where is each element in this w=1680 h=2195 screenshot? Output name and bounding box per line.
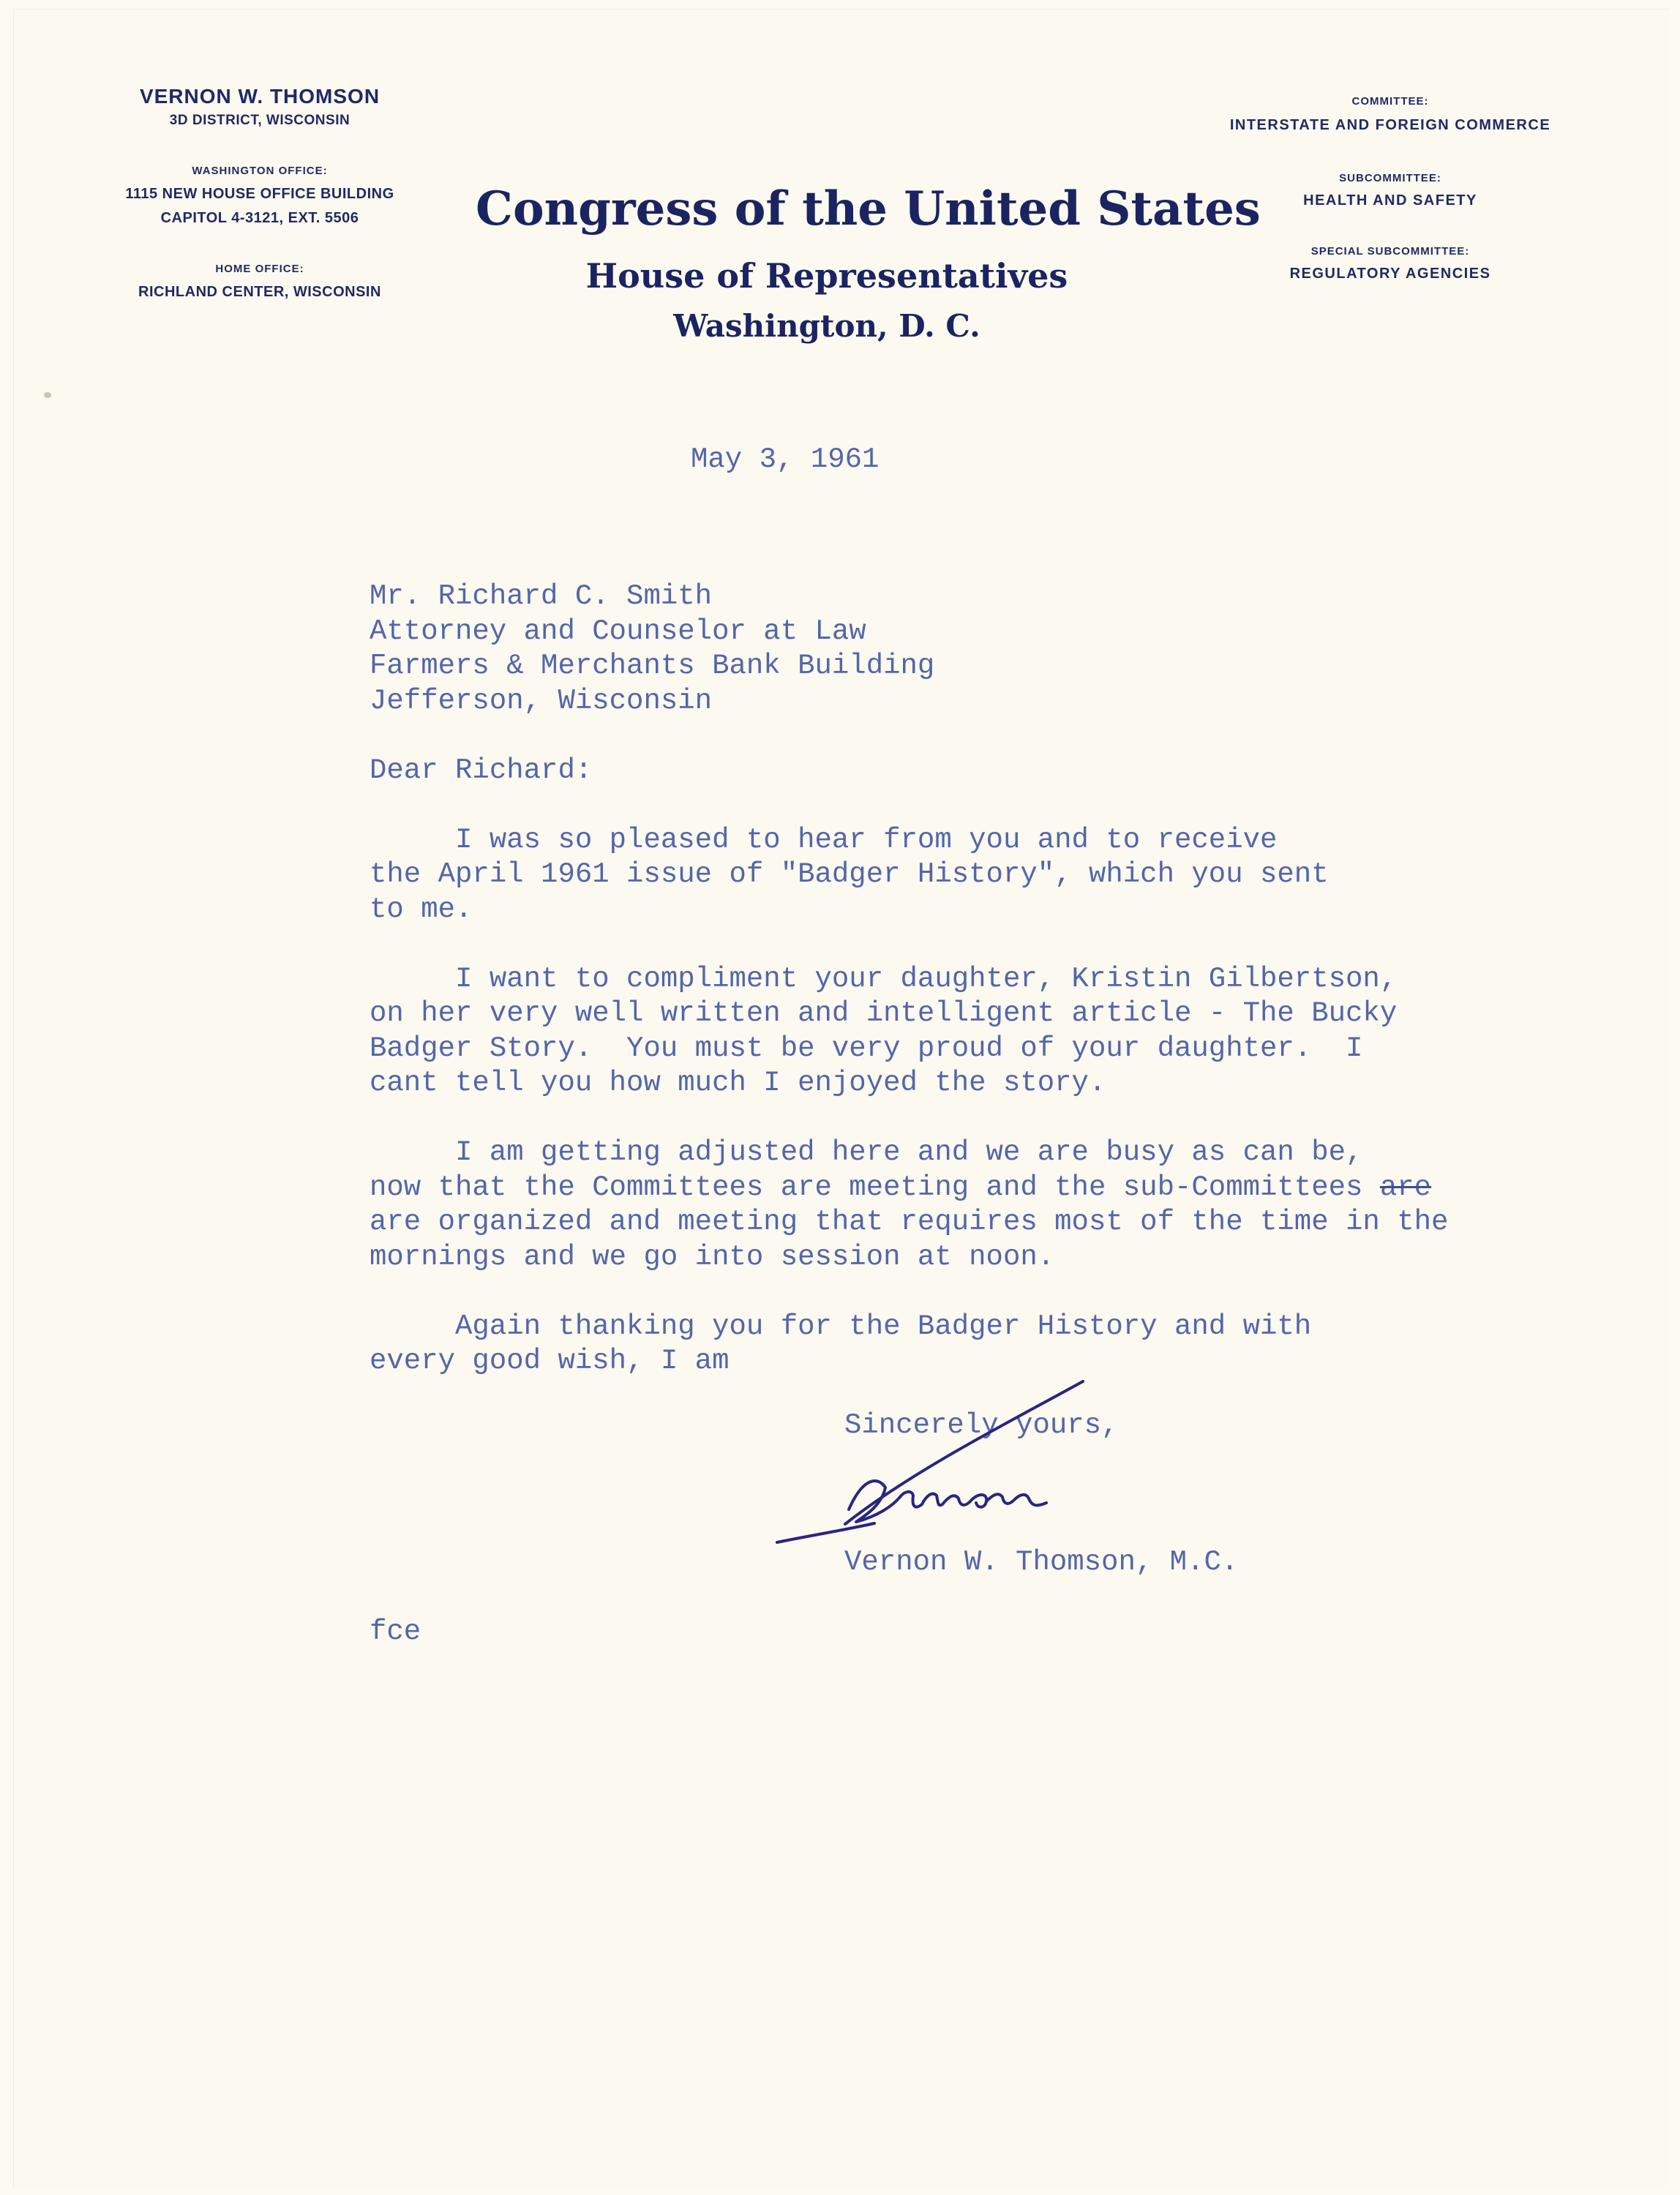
special-subcommittee-name: REGULATORY AGENCIES <box>1289 266 1491 282</box>
subcommittee-name: HEALTH AND SAFETY <box>1303 192 1477 209</box>
paragraph-2-line: on her very well written and intelligent article - The Bucky <box>370 997 1398 1029</box>
committee-name: INTERSTATE AND FOREIGN COMMERCE <box>1229 117 1551 133</box>
typed-signature-name: Vernon W. Thomson, M.C. <box>844 1546 1239 1578</box>
paragraph-4-line: every good wish, I am <box>370 1345 730 1377</box>
washington-office-address: 1115 NEW HOUSE OFFICE BUILDING <box>125 186 394 202</box>
closing: Sincerely yours, <box>844 1409 1119 1441</box>
recipient-line: Attorney and Counselor at Law <box>370 615 866 648</box>
washington-office-caption: WASHINGTON OFFICE: <box>192 165 328 177</box>
recipient-line: Jefferson, Wisconsin <box>370 685 713 717</box>
salutation: Dear Richard: <box>370 754 593 787</box>
letterhead-city: Washington, D. C. <box>673 308 980 344</box>
handwritten-signature <box>776 1367 1156 1557</box>
paragraph-2-line: Badger Story. You must be very proud of your daughter. I <box>370 1032 1363 1065</box>
struck-word: are <box>1379 1171 1432 1204</box>
district: 3D DISTRICT, WISCONSIN <box>169 113 350 128</box>
paragraph-4-line: Again thanking you for the Badger History and with <box>370 1310 1312 1343</box>
home-office-caption: HOME OFFICE: <box>215 263 304 275</box>
letter-date: May 3, 1961 <box>691 443 880 476</box>
letterhead-subtitle: House of Representatives <box>585 256 1068 296</box>
paper-blemish <box>44 392 51 398</box>
home-office-address: RICHLAND CENTER, WISCONSIN <box>138 284 381 300</box>
letterhead-title: Congress of the United States <box>476 181 1261 236</box>
recipient-line: Farmers & Merchants Bank Building <box>370 650 935 682</box>
special-subcommittee-caption: SPECIAL SUBCOMMITTEE: <box>1310 245 1470 258</box>
congressman-name: VERNON W. THOMSON <box>139 85 380 108</box>
paragraph-3-line-text: now that the Committees are meeting and the sub-Committees <box>370 1171 1380 1204</box>
paragraph-3-line <box>370 1171 1431 1206</box>
recipient-line: Mr. Richard C. Smith <box>370 580 713 612</box>
paragraph-3-line: mornings and we go into session at noon. <box>370 1241 1055 1273</box>
paragraph-1-line: to me. <box>370 893 473 926</box>
committee-caption: COMMITTEE: <box>1351 95 1429 108</box>
paragraph-3-line: I am getting adjusted here and we are busy as can be, <box>370 1136 1363 1168</box>
subcommittee-caption: SUBCOMMITTEE: <box>1339 172 1441 184</box>
paragraph-2-line: I want to compliment your daughter, Kristin Gilbertson, <box>370 963 1398 995</box>
paragraph-1-line: I was so pleased to hear from you and to receive <box>370 824 1278 856</box>
paragraph-3-line: are organized and meeting that requires most of the time in the <box>370 1206 1449 1238</box>
washington-office-phone: CAPITOL 4-3121, EXT. 5506 <box>160 210 359 226</box>
paragraph-1-line: the April 1961 issue of "Badger History", which you sent <box>370 858 1329 890</box>
paragraph-2-line: cant tell you how much I enjoyed the story. <box>370 1067 1106 1099</box>
typist-initials: fce <box>370 1616 421 1648</box>
